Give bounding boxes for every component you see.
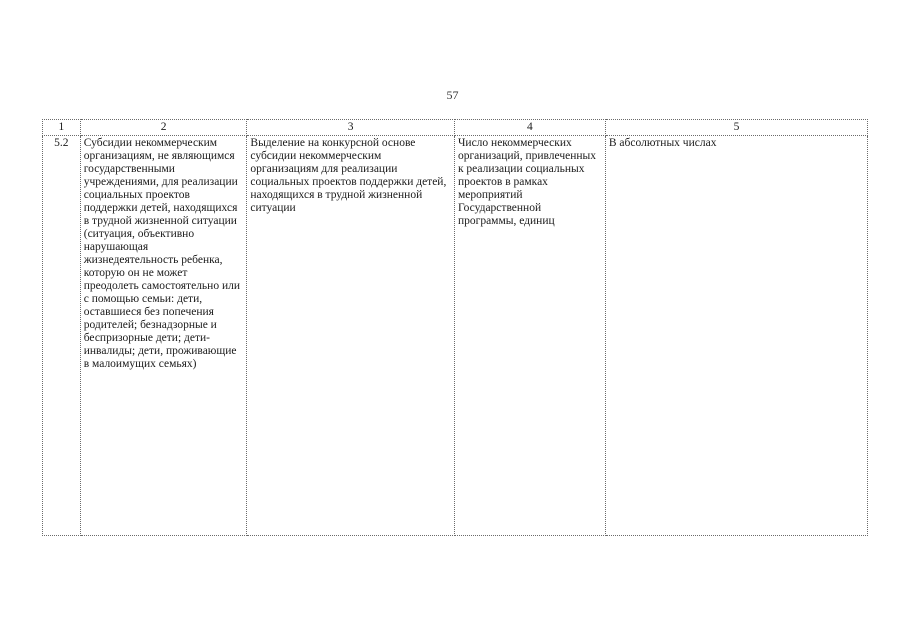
column-number-4: 4 [454,120,605,136]
row-number-cell: 5.2 [43,136,81,536]
indicator-name-cell: Число некоммерческих организаций, привлеченных к реализации социальных проектов в рамках мероприятий Государственной программы, единиц [454,136,605,536]
column-number-2: 2 [80,120,247,136]
measure-content-cell: Выделение на конкурсной основе субсидии некоммерческим организациям для реализации социальных проектов поддержки детей, находящихся в трудной жизненной ситуации [247,136,455,536]
table-row [43,136,868,536]
measurement-unit-cell: В абсолютных числах [605,136,867,536]
column-number-3: 3 [247,120,455,136]
indicator-table [42,119,868,536]
column-number-1: 1 [43,120,81,136]
column-number-5: 5 [605,120,867,136]
page-number: 57 [446,88,459,102]
measure-description-cell: Субсидии некоммерческим организациям, не являющимся государственными учреждениями, для реализации социальных проектов поддержки детей, находящихся в трудной жизненной ситуации (ситуация, объективно нарушающая жизнедеятельность ребенка, которую он не может преодолеть самостоятельно или с помощью семьи: дети, оставшиеся без попечения родителей; безнадзорные и беспризорные дети; дети-инвалиды; дети, проживающие в малоимущих семьях) [80,136,247,536]
table-header-row [43,120,868,136]
